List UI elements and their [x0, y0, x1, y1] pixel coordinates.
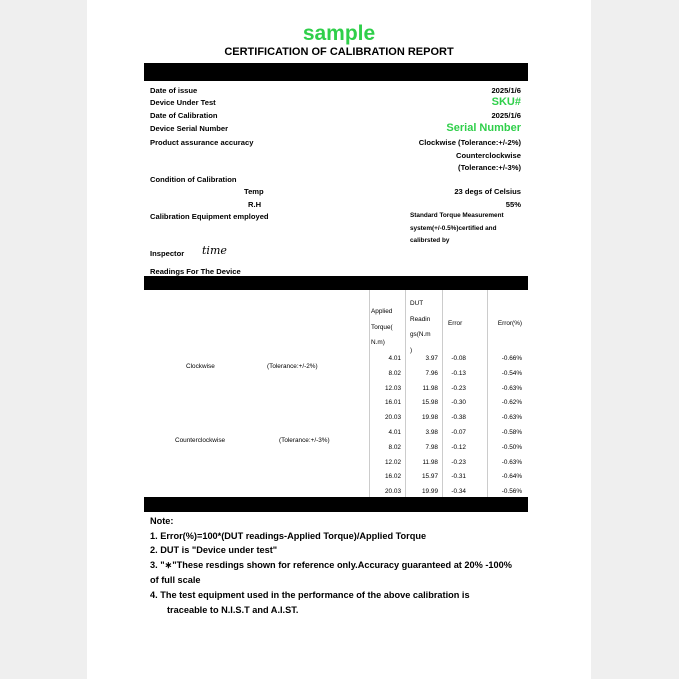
cell-applied: 20.03: [385, 414, 401, 422]
dut-value: SKU#: [491, 96, 521, 108]
note-4: 4. The test equipment used in the performance of the above calibration is: [150, 590, 470, 600]
cell-error-percent: -0.63%: [501, 414, 522, 422]
cell-error: -0.38: [451, 414, 466, 422]
date-of-issue-label: Date of issue: [150, 86, 198, 95]
note-2: 2. DUT is "Device under test": [150, 545, 278, 555]
cell-error: -0.31: [451, 473, 466, 481]
notes-heading: Note:: [150, 516, 174, 526]
col-header-applied-line: N.m): [371, 339, 385, 346]
cell-error: -0.07: [451, 429, 466, 436]
col-header-dut-line: Readin: [410, 315, 431, 323]
cell-applied: 16.02: [385, 473, 401, 481]
dut-label: Device Under Test: [150, 98, 216, 107]
readings-label: Readings For The Device: [150, 267, 241, 276]
col-header-error: Error: [448, 320, 463, 327]
note-1: 1. Error(%)=100*(DUT readings-Applied Torque)/Applied Torque: [150, 531, 427, 541]
table-bottom-bar: [144, 497, 528, 512]
group-counterclockwise-tolerance: (Tolerance:+/-3%): [279, 437, 330, 444]
cell-error-percent: -0.63%: [501, 458, 522, 466]
col-header-dut-line: gs(N.m: [410, 331, 431, 338]
date-of-calibration-label: Date of Calibration: [150, 111, 218, 120]
temp-value: 23 degs of Celsius: [454, 187, 521, 196]
col-header-dut: [410, 296, 431, 358]
col-header-applied-line: Applied: [371, 308, 393, 315]
note-4-continued: traceable to N.I.S.T and A.I.ST.: [167, 605, 299, 615]
serial-number-value: Serial Number: [446, 122, 521, 134]
cell-error-percent: -0.50%: [501, 443, 522, 451]
cell-error: -0.12: [451, 443, 466, 451]
col-header-applied: [371, 304, 393, 351]
cell-applied: 12.03: [385, 384, 401, 392]
col-header-applied-line: Torque(: [371, 323, 393, 331]
cell-error: -0.08: [451, 355, 466, 362]
accuracy-label: Product assurance accuracy: [150, 138, 254, 147]
header-bar: [144, 63, 528, 81]
accuracy-clockwise: Clockwise (Tolerance:+/-2%): [418, 138, 521, 147]
rh-label: R.H: [248, 200, 262, 209]
cell-applied: 4.01: [388, 429, 401, 436]
cell-error-percent: -0.66%: [501, 355, 522, 362]
serial-number-label: Device Serial Number: [150, 124, 229, 133]
rh-value: 55%: [505, 200, 521, 209]
table-gridline: [405, 290, 406, 497]
cell-applied: 16.01: [385, 399, 401, 407]
equipment-label: Calibration Equipment employed: [150, 212, 269, 221]
cell-applied: 8.02: [388, 369, 401, 377]
cell-error-percent: -0.64%: [501, 473, 522, 481]
cell-dut: 15.98: [422, 399, 438, 407]
cell-error: -0.23: [451, 384, 466, 392]
condition-label: Condition of Calibration: [150, 175, 237, 184]
cell-error: -0.23: [451, 458, 466, 466]
equipment-line-3: calibrsted by: [410, 237, 450, 244]
col-header-dut-line: ): [410, 346, 413, 354]
group-counterclockwise-label: Counterclockwise: [175, 437, 226, 444]
cell-applied: 8.02: [388, 443, 401, 451]
cell-dut: 11.98: [422, 384, 438, 392]
watermark-title: sample: [302, 22, 376, 45]
equipment-line-1: Standard Torque Measurement: [410, 212, 504, 219]
cell-dut: 7.98: [425, 443, 438, 451]
col-header-dut-line: DUT: [410, 300, 424, 307]
table-top-bar: [144, 276, 528, 290]
table-gridline: [487, 290, 488, 497]
cell-dut: 15.97: [422, 473, 438, 481]
note-3: 3. "∗"These resdings shown for reference only.Accuracy guaranteed at 20% -100%: [150, 560, 512, 570]
cell-dut: 19.98: [422, 414, 438, 422]
col-header-error-percent: Error(%): [497, 320, 522, 327]
table-gridline: [442, 290, 443, 497]
table-gridline: [369, 290, 370, 497]
cell-applied: 12.02: [385, 458, 401, 466]
note-3-continued: of full scale: [150, 575, 201, 585]
temp-label: Temp: [244, 187, 264, 196]
cell-dut: 3.98: [425, 429, 438, 436]
cell-error-percent: -0.58%: [501, 429, 522, 436]
report-page: [87, 0, 591, 679]
inspector-signature: time: [202, 244, 227, 257]
cell-dut: 11.98: [422, 458, 438, 466]
cell-dut: 3.97: [425, 355, 438, 362]
date-of-calibration-value: 2025/1/6: [491, 111, 521, 120]
group-clockwise-tolerance: (Tolerance:+/-2%): [267, 363, 318, 370]
inspector-label: Inspector: [150, 249, 185, 258]
date-of-issue-value: 2025/1/6: [491, 86, 521, 95]
cell-error-percent: -0.63%: [501, 384, 522, 392]
cell-applied: 20.03: [385, 488, 401, 496]
cell-dut: 7.96: [425, 369, 438, 377]
cell-dut: 19.99: [422, 488, 438, 496]
cell-error: -0.34: [451, 488, 466, 496]
accuracy-counterclockwise: Counterclockwise: [456, 151, 521, 160]
cell-error-percent: -0.62%: [501, 399, 522, 407]
group-clockwise-label: Clockwise: [186, 363, 215, 370]
report-title: CERTIFICATION OF CALIBRATION REPORT: [224, 46, 454, 58]
cell-applied: 4.01: [388, 355, 401, 362]
cell-error-percent: -0.54%: [501, 369, 522, 377]
equipment-line-2: system(+/-0.5%)certified and: [410, 225, 497, 232]
cell-error: -0.30: [451, 399, 466, 407]
cell-error-percent: -0.56%: [501, 488, 522, 496]
cell-error: -0.13: [451, 369, 466, 377]
accuracy-counterclockwise-tolerance: (Tolerance:+/-3%): [458, 163, 521, 172]
